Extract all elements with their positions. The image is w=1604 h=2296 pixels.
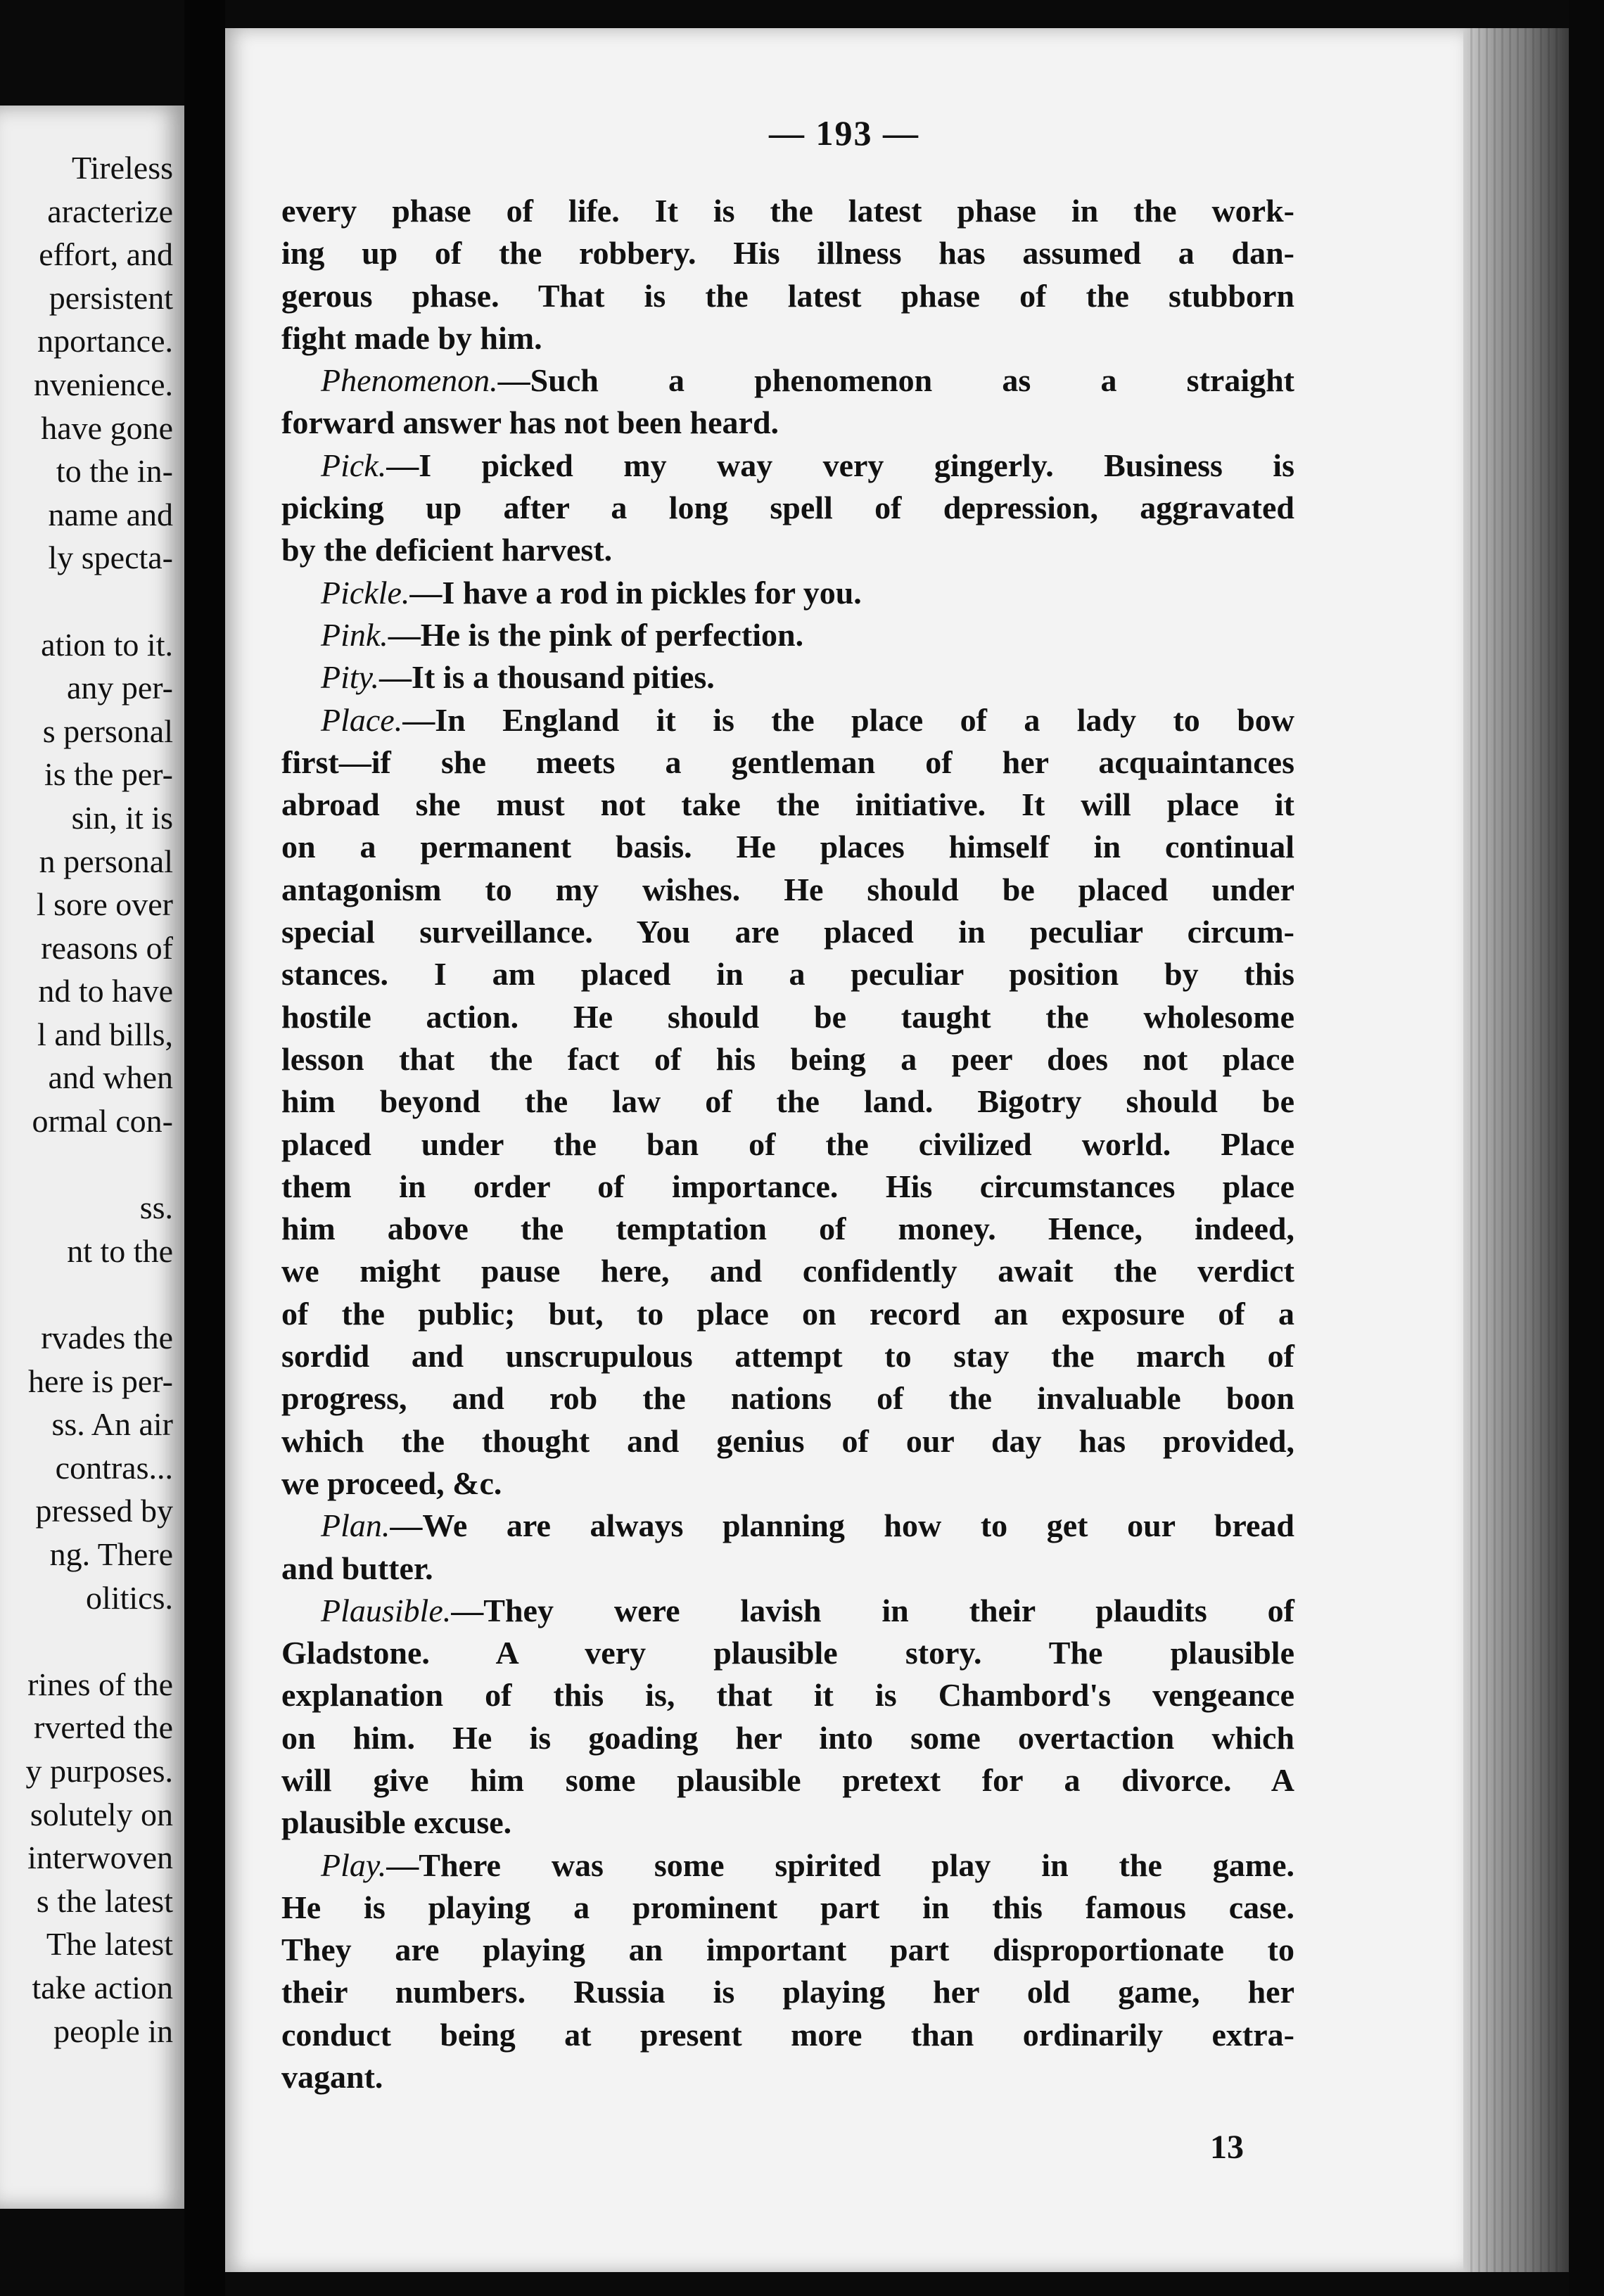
text-line xyxy=(281,1632,1294,1674)
left-page-line: y purposes. xyxy=(25,1752,173,1789)
text-line xyxy=(281,996,1294,1038)
line-text: him beyond the law of the land. Bigotry should be xyxy=(281,1083,1294,1120)
left-page-line: name and xyxy=(48,496,173,532)
line-text: conduct being at present more than ordinarily extra- xyxy=(281,2016,1294,2053)
left-page-line: effort, and xyxy=(39,236,173,273)
left-page-line: pressed by xyxy=(35,1493,173,1529)
text-line xyxy=(281,1717,1294,1759)
entry-line xyxy=(281,572,1294,614)
text-line xyxy=(281,1123,1294,1166)
line-text: which the thought and genius of our day has provided, xyxy=(281,1422,1294,1459)
left-page-line: ng. There xyxy=(49,1536,173,1572)
left-page-line: persistent xyxy=(49,279,173,316)
text-line xyxy=(281,1208,1294,1250)
book-gutter xyxy=(184,0,225,2296)
left-page-line: ormal con- xyxy=(32,1103,173,1140)
line-text: forward answer has not been heard. xyxy=(281,404,779,441)
entry-line xyxy=(281,1844,1294,1887)
text-line xyxy=(281,741,1294,784)
left-page-line xyxy=(0,1619,173,1663)
left-page-line: nd to have xyxy=(38,973,173,1009)
page-number: — 193 — xyxy=(769,113,919,153)
left-page-line: any per- xyxy=(66,670,173,706)
line-text: —In England it is the place of a lady to bow xyxy=(402,701,1294,738)
text-line xyxy=(281,1759,1294,1801)
entry-line xyxy=(281,1505,1294,1547)
page-body xyxy=(281,190,1294,2098)
entry-term: Phenomenon. xyxy=(321,362,498,399)
entry-line xyxy=(281,445,1294,487)
text-line xyxy=(281,1080,1294,1123)
text-line xyxy=(281,784,1294,826)
text-line xyxy=(281,2056,1294,2098)
left-page-line: n personal xyxy=(39,843,173,879)
left-page-line: people in xyxy=(53,2013,173,2049)
text-line xyxy=(281,487,1294,529)
left-page-line: ly specta- xyxy=(48,540,173,576)
line-text: stances. I am placed in a peculiar position by this xyxy=(281,956,1294,993)
left-page-line: and when xyxy=(48,1059,173,1096)
text-line xyxy=(281,1548,1294,1590)
line-text: plausible excuse. xyxy=(281,1804,512,1841)
line-text: —He is the pink of perfection. xyxy=(388,616,804,653)
left-page-line: is the per- xyxy=(44,756,173,793)
entry-term: Play. xyxy=(321,1847,387,1883)
line-text: sordid and unscrupulous attempt to stay the march of xyxy=(281,1338,1294,1375)
text-line xyxy=(281,1038,1294,1080)
line-text: him above the temptation of money. Hence, indeed, xyxy=(281,1211,1294,1247)
line-text: gerous phase. That is the latest phase of the stubborn xyxy=(281,277,1294,314)
text-line xyxy=(281,275,1294,317)
entry-term: Place. xyxy=(321,701,403,738)
line-text: placed under the ban of the civilized world. Place xyxy=(281,1125,1294,1162)
line-text: progress, and rob the nations of the invaluable boon xyxy=(281,1380,1294,1417)
left-page-line: contras... xyxy=(55,1449,173,1486)
left-page-line: rverted the xyxy=(34,1709,173,1746)
line-text: He is playing a prominent part in this famous case. xyxy=(281,1889,1294,1925)
text-line xyxy=(281,529,1294,571)
left-page-line: ss. An air xyxy=(51,1406,173,1443)
entry-line xyxy=(281,699,1294,741)
line-text: abroad she must not take the initiative. It will place it xyxy=(281,786,1294,823)
line-text: hostile action. He should be taught the wholesome xyxy=(281,998,1294,1035)
line-text: lesson that the fact of his being a peer does not place xyxy=(281,1040,1294,1077)
line-text: fight made by him. xyxy=(281,319,542,356)
left-page-line: here is per- xyxy=(28,1363,173,1399)
line-text: on a permanent basis. He places himself in continual xyxy=(281,829,1294,865)
line-text: we proceed, &c. xyxy=(281,1465,502,1501)
left-page-line xyxy=(0,1273,173,1316)
left-page-line: Tireless xyxy=(72,150,173,186)
line-text: —Such a phenomenon as a straight xyxy=(497,362,1294,399)
line-text: —I have a rod in pickles for you. xyxy=(409,574,862,611)
text-line xyxy=(281,1250,1294,1292)
line-text: —They were lavish in their plaudits of xyxy=(451,1592,1294,1628)
line-text: —It is a thousand pities. xyxy=(379,659,715,696)
line-text: ing up of the robbery. His illness has assumed a dan- xyxy=(281,235,1294,272)
entry-term: Plan. xyxy=(321,1507,390,1544)
line-text: Gladstone. A very plausible story. The plausible xyxy=(281,1635,1294,1671)
entry-line xyxy=(281,359,1294,402)
line-text: —We are always planning how to get our bread xyxy=(390,1507,1294,1544)
book-page xyxy=(225,28,1463,2272)
entry-term: Pink. xyxy=(321,616,388,653)
left-page-line: take action xyxy=(32,1969,173,2005)
left-page-line: have gone xyxy=(41,409,173,446)
left-page-line: nportance. xyxy=(37,323,173,359)
left-page-line: s the latest xyxy=(36,1882,173,1919)
text-line xyxy=(281,826,1294,868)
left-page-line: interwoven xyxy=(27,1839,173,1876)
left-page-line: The latest xyxy=(46,1926,173,1963)
text-line xyxy=(281,953,1294,995)
line-text: every phase of life. It is the latest phase in the work- xyxy=(281,193,1294,229)
line-text: antagonism to my wishes. He should be placed under xyxy=(281,871,1294,907)
page-edge-stack xyxy=(1470,28,1562,2272)
line-text: will give him some plausible pretext for a divorce. A xyxy=(281,1761,1294,1798)
left-page-line xyxy=(0,1143,173,1187)
text-line xyxy=(281,1929,1294,1971)
left-page-line: nvenience. xyxy=(34,366,173,402)
line-text: and butter. xyxy=(281,1550,433,1586)
entry-term: Pick. xyxy=(321,447,387,483)
line-text: explanation of this is, that it is Chambord's vengeance xyxy=(281,1677,1294,1714)
line-text: —I picked my way very gingerly. Business is xyxy=(386,447,1294,483)
line-text: of the public; but, to place on record an exposure of a xyxy=(281,1295,1294,1332)
text-line xyxy=(281,317,1294,359)
left-page-text xyxy=(0,146,173,2053)
left-page-line: l and bills, xyxy=(37,1016,173,1052)
text-line xyxy=(281,190,1294,232)
text-line xyxy=(281,1420,1294,1462)
left-page-line: ss. xyxy=(139,1190,173,1226)
left-page-line: to the in- xyxy=(56,453,173,490)
text-line xyxy=(281,1462,1294,1505)
entry-term: Plausible. xyxy=(321,1592,452,1628)
text-line xyxy=(281,1335,1294,1377)
entry-line xyxy=(281,656,1294,699)
line-text: picking up after a long spell of depression, aggravated xyxy=(281,490,1294,526)
left-page-line: s personal xyxy=(42,713,173,749)
entry-term: Pickle. xyxy=(321,574,410,611)
left-page-line: rines of the xyxy=(27,1666,173,1702)
text-line xyxy=(281,1377,1294,1420)
line-text: special surveillance. You are placed in peculiar circum- xyxy=(281,914,1294,950)
line-text: them in order of importance. His circumstances place xyxy=(281,1168,1294,1204)
entry-line xyxy=(281,1590,1294,1632)
line-text: first—if she meets a gentleman of her acquaintances xyxy=(281,744,1294,780)
left-facing-page xyxy=(0,106,184,2209)
text-line xyxy=(281,869,1294,911)
text-line xyxy=(281,2014,1294,2056)
text-line xyxy=(281,1293,1294,1335)
line-text: on him. He is goading her into some overtaction which xyxy=(281,1719,1294,1756)
text-line xyxy=(281,1887,1294,1929)
text-line xyxy=(281,402,1294,444)
left-page-line: reasons of xyxy=(41,929,173,966)
line-text: vagant. xyxy=(281,2059,383,2096)
text-line xyxy=(281,232,1294,274)
line-text: their numbers. Russia is playing her old game, her xyxy=(281,1974,1294,2010)
line-text: by the deficient harvest. xyxy=(281,532,613,568)
line-text: They are playing an important part disproportionate to xyxy=(281,1932,1294,1968)
background-edge xyxy=(1569,0,1604,2296)
left-page-line: aracterize xyxy=(47,193,173,229)
left-page-line: solutely on xyxy=(30,1796,173,1832)
text-line xyxy=(281,1801,1294,1844)
line-text: —There was some spirited play in the game. xyxy=(386,1847,1294,1883)
left-page-line: sin, it is xyxy=(71,799,173,836)
left-page-line: nt to the xyxy=(67,1232,173,1269)
entry-term: Pity. xyxy=(321,659,380,696)
left-page-line: l sore over xyxy=(36,886,173,923)
left-page-line: ation to it. xyxy=(41,626,173,663)
left-page-line: olitics. xyxy=(86,1579,173,1616)
line-text: we might pause here, and confidently await the verdict xyxy=(281,1253,1294,1289)
entry-line xyxy=(281,614,1294,656)
text-line xyxy=(281,1674,1294,1716)
left-page-line xyxy=(0,580,173,623)
left-page-line: rvades the xyxy=(41,1320,173,1356)
text-line xyxy=(281,1971,1294,2013)
text-line xyxy=(281,1166,1294,1208)
text-line xyxy=(281,911,1294,953)
signature-mark: 13 xyxy=(1210,2129,1244,2166)
